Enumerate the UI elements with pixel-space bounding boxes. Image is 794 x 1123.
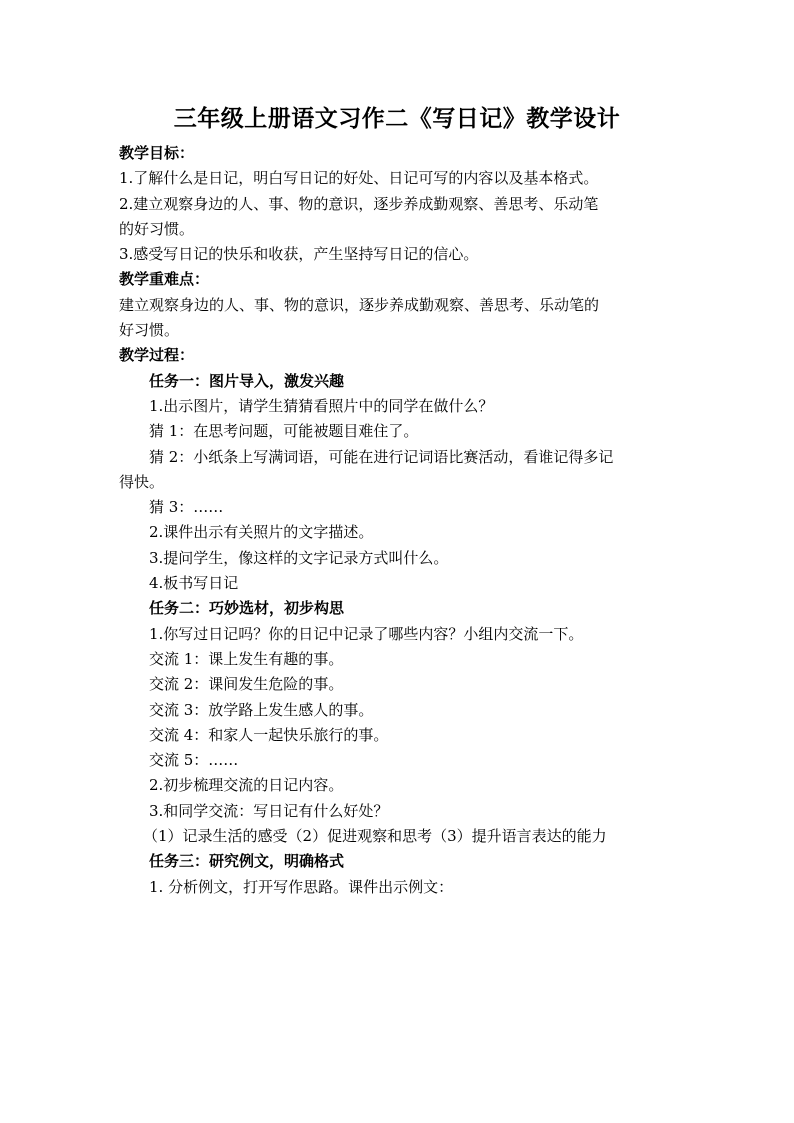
section-heading: 教学过程：: [119, 346, 195, 365]
text-line: 交流 5：……: [149, 751, 239, 770]
document-body: [119, 141, 679, 900]
text-line: 得快。: [119, 472, 165, 491]
text-line: 的好习惯。: [119, 219, 195, 238]
text-line: 2.课件出示有关照片的文字描述。: [149, 523, 374, 542]
text-line: 3.感受写日记的快乐和收获，产生坚持写日记的信心。: [119, 245, 479, 264]
text-line: 猜 2：小纸条上写满词语，可能在进行记词语比赛活动，看谁记得多记: [149, 447, 614, 466]
text-line: 好习惯。: [119, 321, 180, 340]
text-line: 1. 分析例文，打开写作思路。课件出示例文：: [149, 877, 454, 896]
text-line: 2.初步梳理交流的日记内容。: [149, 776, 344, 795]
text-line: （1）记录生活的感受（2）促进观察和思考（3）提升语言表达的能力: [143, 827, 607, 846]
text-line: 2.建立观察身边的人、事、物的意识，逐步养成勤观察、善思考、乐动笔: [119, 194, 599, 213]
text-line: 猜 1：在思考问题，可能被题目难住了。: [149, 422, 419, 441]
text-line: 猜 3：……: [149, 498, 224, 517]
document-title: 三年级上册语文习作二《写日记》教学设计: [173, 105, 621, 132]
section-heading: 任务一：图片导入，激发兴趣: [149, 371, 345, 390]
text-line: 4.板书写日记: [149, 574, 239, 593]
section-heading: 教学重难点：: [119, 270, 210, 289]
text-line: 交流 1：课上发生有趣的事。: [149, 649, 344, 668]
text-line: 3.提问学生，像这样的文字记录方式叫什么。: [149, 548, 449, 567]
section-heading: 任务二：巧妙选材，初步构思: [149, 599, 345, 618]
section-heading: 教学目标：: [119, 144, 195, 162]
text-line: 3.和同学交流：写日记有什么好处？: [149, 801, 389, 820]
text-line: 1.出示图片，请学生猜猜看照片中的同学在做什么？: [149, 396, 494, 415]
text-line: 交流 4：和家人一起快乐旅行的事。: [149, 725, 389, 744]
section-heading: 任务三：研究例文，明确格式: [149, 852, 345, 871]
text-line: 1.你写过日记吗？你的日记中记录了哪些内容？小组内交流一下。: [149, 624, 584, 643]
text-line: 建立观察身边的人、事、物的意识，逐步养成勤观察、善思考、乐动笔的: [119, 295, 600, 314]
text-line: 交流 2：课间发生危险的事。: [149, 675, 344, 694]
text-line: 交流 3：放学路上发生感人的事。: [149, 700, 374, 719]
text-line: 1.了解什么是日记，明白写日记的好处、日记可写的内容以及基本格式。: [119, 169, 599, 188]
